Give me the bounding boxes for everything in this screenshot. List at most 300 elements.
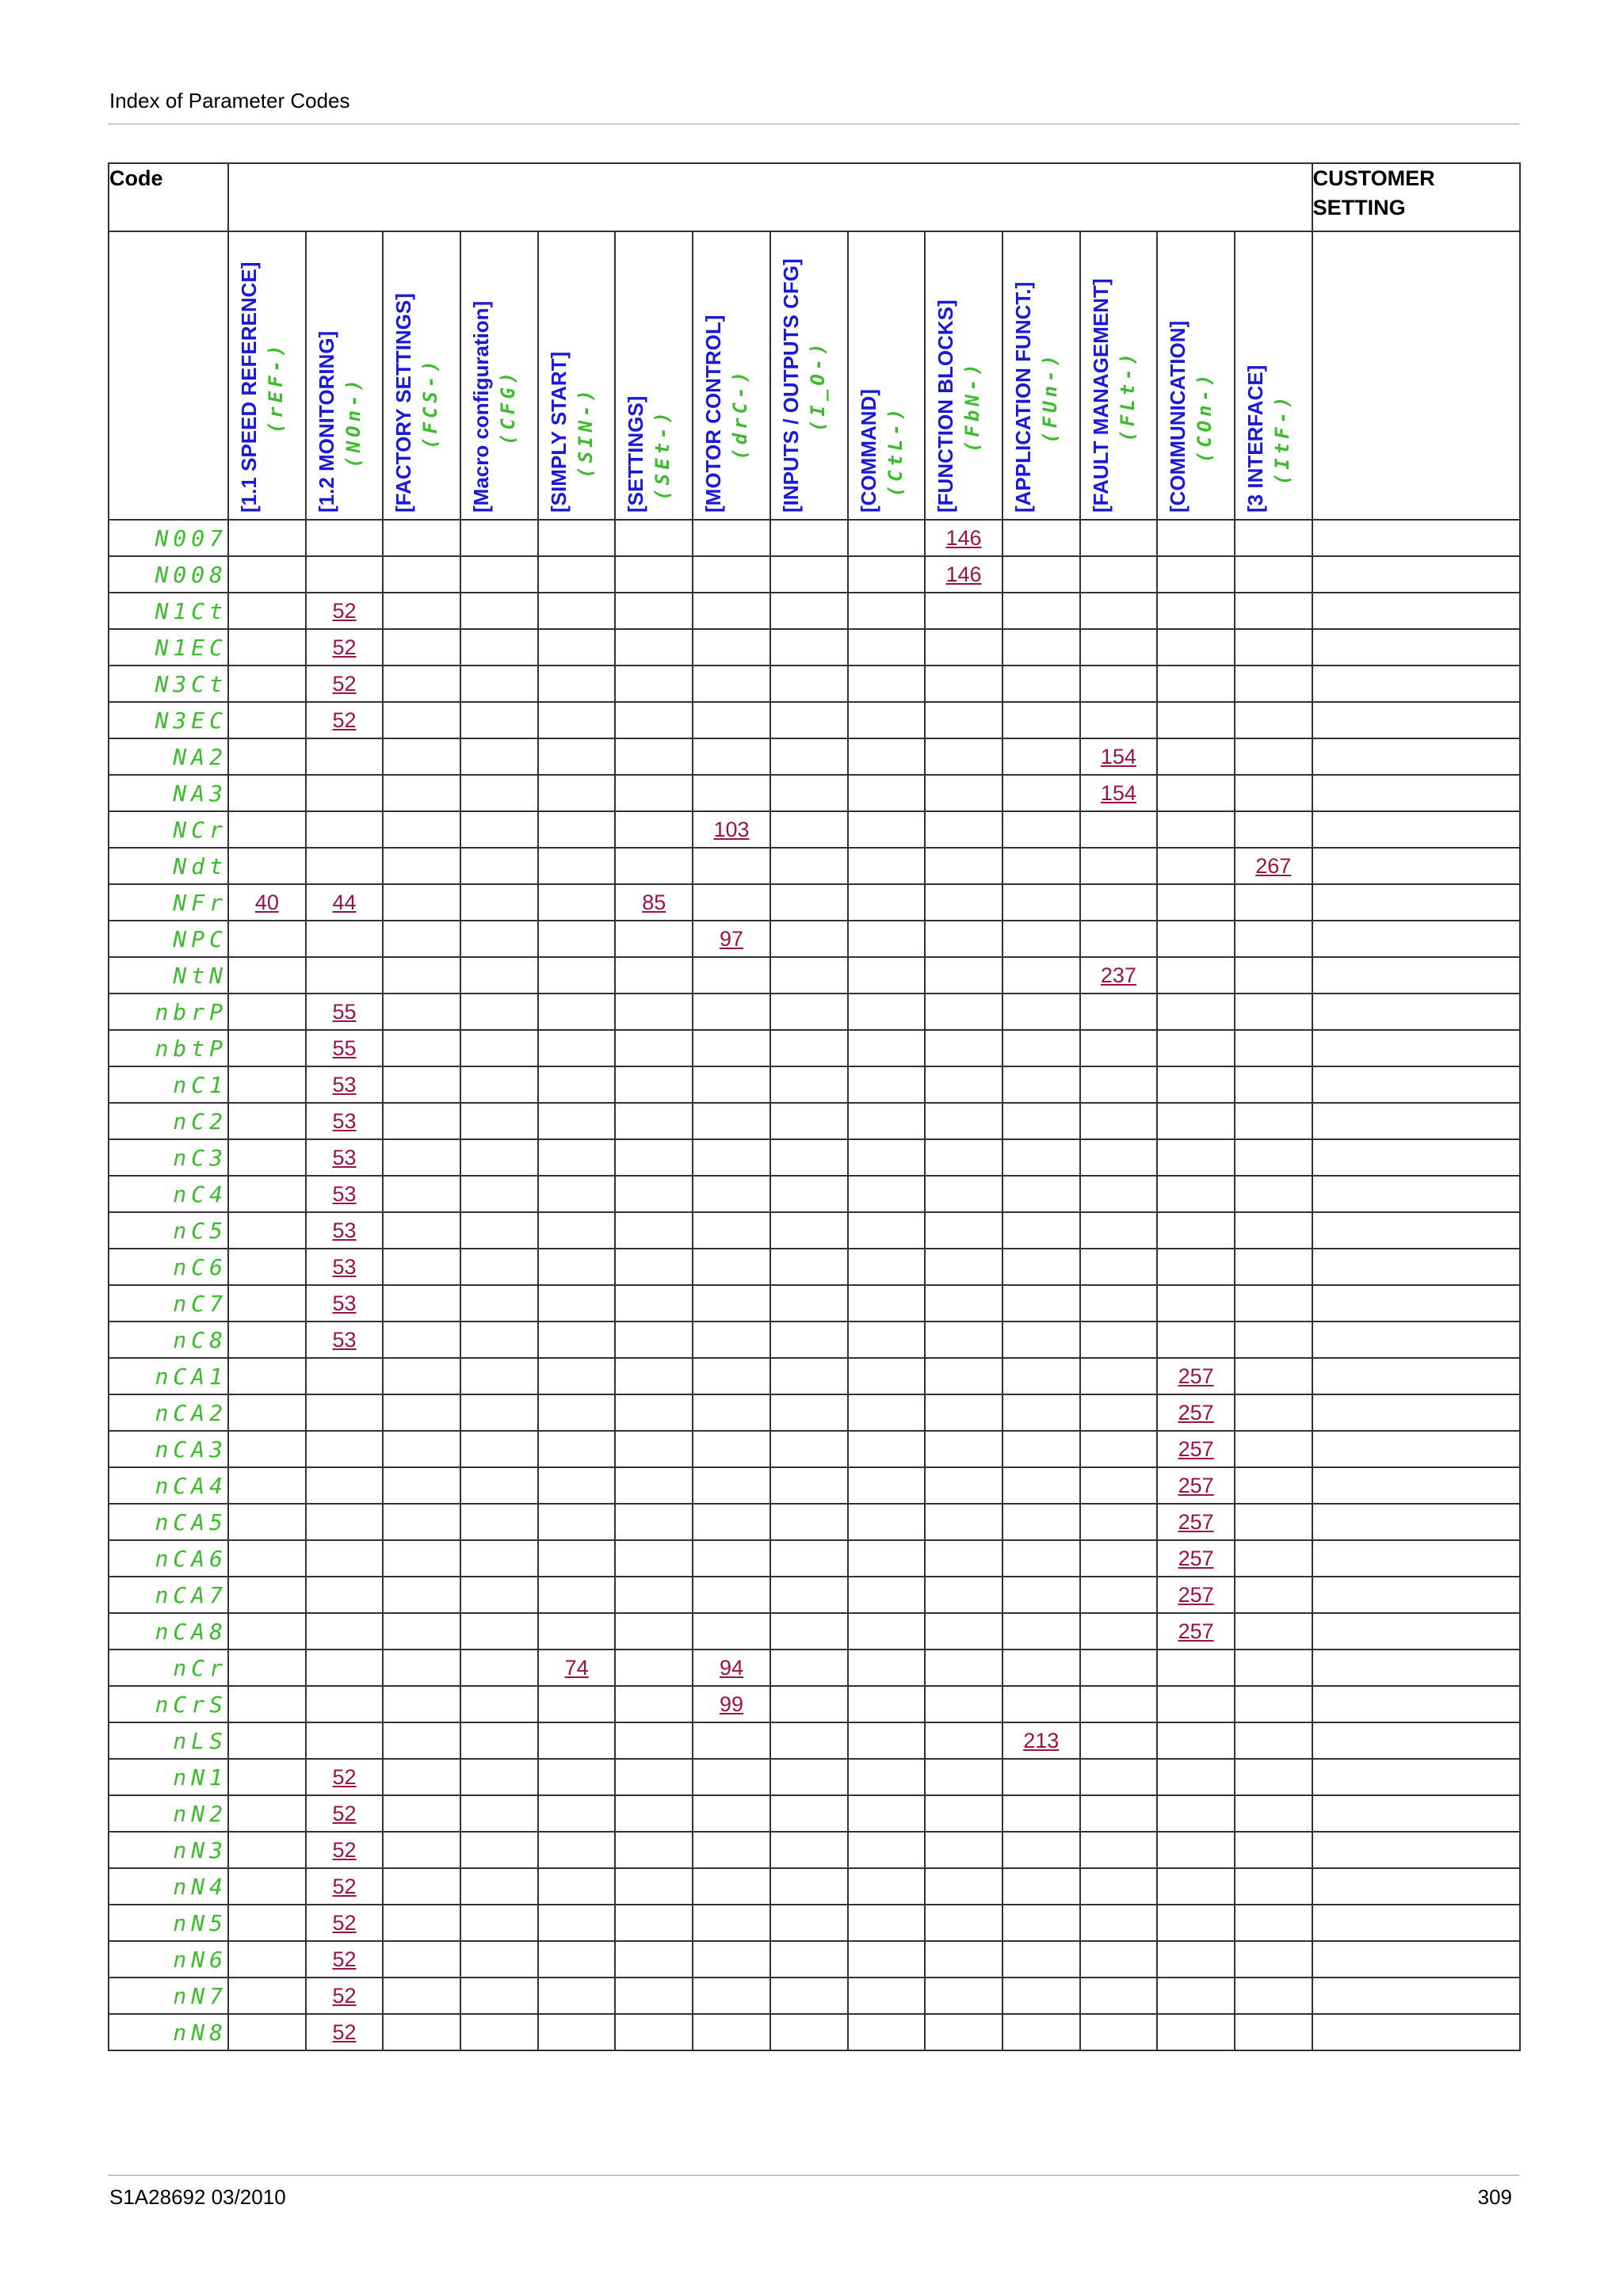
customer-setting-cell[interactable] <box>1312 1467 1520 1504</box>
page-cell <box>1080 1066 1158 1103</box>
customer-setting-cell[interactable] <box>1312 884 1520 921</box>
page-link[interactable]: 52 <box>332 1874 357 1898</box>
page-cell <box>1002 1467 1080 1504</box>
parameter-code: nN7 <box>109 1978 228 2014</box>
page-link[interactable]: 52 <box>332 1983 357 2008</box>
page-cell <box>383 1139 460 1176</box>
page-cell <box>693 702 770 738</box>
page-cell <box>693 666 770 702</box>
customer-setting-cell[interactable] <box>1312 1832 1520 1868</box>
parameter-code: N008 <box>109 556 228 593</box>
page-cell <box>615 702 693 738</box>
page-link[interactable]: 257 <box>1178 1400 1214 1425</box>
page-link[interactable]: 53 <box>332 1108 357 1133</box>
page-cell <box>460 593 538 629</box>
table-row <box>109 702 1520 738</box>
table-row <box>109 1722 1520 1759</box>
customer-setting-cell[interactable] <box>1312 1212 1520 1249</box>
customer-setting-cell[interactable] <box>1312 775 1520 811</box>
page-link[interactable]: 257 <box>1178 1363 1214 1388</box>
menu-column-header <box>228 231 306 520</box>
page-cell <box>848 884 926 921</box>
page-cell <box>1157 520 1235 556</box>
page-cell <box>306 1066 384 1103</box>
page-cell <box>228 1540 306 1577</box>
customer-setting-cell[interactable] <box>1312 1249 1520 1285</box>
page-cell <box>1080 1285 1158 1322</box>
page-cell <box>848 775 926 811</box>
customer-setting-cell[interactable] <box>1312 1358 1520 1394</box>
page-cell <box>615 1212 693 1249</box>
page-cell <box>1235 1722 1312 1759</box>
page-cell <box>615 994 693 1030</box>
table-row <box>109 957 1520 994</box>
menu-code: (drC-) <box>729 367 752 460</box>
page-cell <box>306 629 384 666</box>
page-cell <box>228 1322 306 1358</box>
page-cell <box>306 884 384 921</box>
page-cell <box>306 1322 384 1358</box>
page-cell <box>383 738 460 775</box>
customer-setting-cell[interactable] <box>1312 556 1520 593</box>
page-link[interactable]: 257 <box>1178 1582 1214 1607</box>
page-cell <box>1235 1650 1312 1686</box>
page-cell <box>848 1249 926 1285</box>
page-link[interactable]: 154 <box>1100 780 1136 805</box>
page-cell <box>848 1722 926 1759</box>
menu-name: [INPUTS / OUTPUTS CFG] <box>778 258 803 513</box>
page-cell <box>1080 1868 1158 1905</box>
page-cell <box>615 1941 693 1978</box>
page-link[interactable]: 52 <box>332 1801 357 1825</box>
parameter-code: NA2 <box>109 738 228 775</box>
page-cell <box>1157 1868 1235 1905</box>
customer-setting-cell[interactable] <box>1312 593 1520 629</box>
page-cell <box>228 520 306 556</box>
customer-setting-cell[interactable] <box>1312 1394 1520 1431</box>
page-cell <box>306 1759 384 1795</box>
page-link[interactable]: 74 <box>564 1655 589 1680</box>
customer-setting-cell[interactable] <box>1312 666 1520 702</box>
page-cell <box>1002 1322 1080 1358</box>
parameter-code: nC1 <box>109 1066 228 1103</box>
page-cell <box>228 1613 306 1650</box>
customer-setting-cell[interactable] <box>1312 702 1520 738</box>
page-cell <box>1157 1759 1235 1795</box>
page-cell <box>1002 1030 1080 1066</box>
page-cell <box>538 1358 616 1394</box>
parameter-code: nN1 <box>109 1759 228 1795</box>
menu-name: [3 INTERFACE] <box>1243 364 1267 513</box>
customer-setting-cell[interactable] <box>1312 1722 1520 1759</box>
page-link[interactable]: 146 <box>945 562 982 586</box>
customer-setting-cell[interactable] <box>1312 1030 1520 1066</box>
page-link[interactable]: 53 <box>332 1145 357 1169</box>
page-cell <box>460 1066 538 1103</box>
page-link[interactable]: 53 <box>332 1181 357 1206</box>
page-cell <box>1157 1431 1235 1467</box>
customer-setting-cell[interactable] <box>1312 1613 1520 1650</box>
menu-code: (SEt-) <box>651 407 674 501</box>
parameter-code: nLS <box>109 1722 228 1759</box>
menu-code: (rEF-) <box>265 341 287 434</box>
page-cell <box>228 1358 306 1394</box>
page-cell <box>848 1941 926 1978</box>
page-cell <box>1235 1941 1312 1978</box>
page-link[interactable]: 53 <box>332 1072 357 1097</box>
parameter-code: nC4 <box>109 1176 228 1212</box>
table-row <box>109 1577 1520 1613</box>
page-cell <box>1157 1066 1235 1103</box>
customer-setting-cell[interactable] <box>1312 1686 1520 1722</box>
page-cell <box>770 1941 848 1978</box>
page-cell <box>1080 1394 1158 1431</box>
page-cell <box>1157 738 1235 775</box>
page-cell <box>925 848 1002 884</box>
page-cell <box>770 1577 848 1613</box>
customer-setting-cell[interactable] <box>1312 1066 1520 1103</box>
page-link[interactable]: 257 <box>1178 1436 1214 1461</box>
page-link[interactable]: 85 <box>642 890 666 914</box>
page-link[interactable]: 97 <box>719 926 743 951</box>
customer-setting-cell[interactable] <box>1312 1504 1520 1540</box>
page-cell <box>538 1139 616 1176</box>
page-cell <box>228 1978 306 2014</box>
page-cell <box>228 1905 306 1941</box>
page-cell <box>383 666 460 702</box>
page-cell <box>925 921 1002 957</box>
page-cell <box>925 957 1002 994</box>
page-cell <box>848 520 926 556</box>
page-cell <box>848 811 926 848</box>
page-cell <box>848 629 926 666</box>
page-cell <box>1235 1103 1312 1139</box>
page-cell <box>848 1759 926 1795</box>
page-cell <box>538 1868 616 1905</box>
customer-setting-cell[interactable] <box>1312 1322 1520 1358</box>
menu-name: [SETTINGS] <box>624 395 648 513</box>
page-cell <box>1080 1431 1158 1467</box>
page-cell <box>1002 1212 1080 1249</box>
customer-setting-cell[interactable] <box>1312 1103 1520 1139</box>
customer-setting-cell[interactable] <box>1312 1905 1520 1941</box>
table-row <box>109 1905 1520 1941</box>
page-cell <box>460 775 538 811</box>
page-link[interactable]: 52 <box>332 671 357 696</box>
page-cell <box>1080 1905 1158 1941</box>
customer-setting-cell[interactable] <box>1312 1650 1520 1686</box>
page-cell <box>615 1249 693 1285</box>
page-cell <box>1080 1613 1158 1650</box>
page-cell <box>693 1249 770 1285</box>
page-link[interactable]: 55 <box>332 1035 357 1060</box>
page-cell <box>693 1285 770 1322</box>
table-row <box>109 1212 1520 1249</box>
page-cell <box>848 1285 926 1322</box>
page-cell <box>1157 1176 1235 1212</box>
page-cell <box>848 593 926 629</box>
page-cell <box>306 1978 384 2014</box>
page-link[interactable]: 257 <box>1178 1509 1214 1534</box>
page-cell <box>693 1868 770 1905</box>
page-cell <box>538 1504 616 1540</box>
page-cell <box>460 520 538 556</box>
page-link[interactable]: 53 <box>332 1254 357 1279</box>
customer-setting-cell[interactable] <box>1312 1285 1520 1322</box>
page-cell <box>306 1139 384 1176</box>
page-cell <box>460 1905 538 1941</box>
page-cell <box>1080 1686 1158 1722</box>
customer-setting-cell[interactable] <box>1312 957 1520 994</box>
page-cell <box>770 1650 848 1686</box>
page-cell <box>693 556 770 593</box>
page-cell <box>538 520 616 556</box>
page-cell <box>538 994 616 1030</box>
customer-setting-cell[interactable] <box>1312 738 1520 775</box>
page-cell <box>306 921 384 957</box>
page-cell <box>383 702 460 738</box>
page-cell <box>1080 1978 1158 2014</box>
parameter-code: nCA6 <box>109 1540 228 1577</box>
page-cell <box>770 994 848 1030</box>
page-cell <box>770 1905 848 1941</box>
page-cell <box>1080 1577 1158 1613</box>
table-row <box>109 1176 1520 1212</box>
page-cell <box>770 593 848 629</box>
page-cell <box>1002 1868 1080 1905</box>
page-cell <box>615 1759 693 1795</box>
customer-setting-cell[interactable] <box>1312 921 1520 957</box>
page-cell <box>228 1431 306 1467</box>
parameter-code: nCA2 <box>109 1394 228 1431</box>
page-link[interactable]: 154 <box>1100 744 1136 769</box>
customer-setting-cell[interactable] <box>1312 1759 1520 1795</box>
page-link[interactable]: 257 <box>1178 1546 1214 1570</box>
parameter-code: nC3 <box>109 1139 228 1176</box>
page-cell <box>538 1613 616 1650</box>
customer-setting-cell[interactable] <box>1312 848 1520 884</box>
page-cell <box>460 1249 538 1285</box>
page-cell <box>925 1832 1002 1868</box>
page-cell <box>1002 1176 1080 1212</box>
page-cell <box>770 1358 848 1394</box>
page-cell <box>1235 1322 1312 1358</box>
page-cell <box>770 702 848 738</box>
page-cell <box>925 1431 1002 1467</box>
page-cell <box>460 1139 538 1176</box>
page-link[interactable]: 53 <box>332 1218 357 1242</box>
page-cell <box>693 629 770 666</box>
page-link[interactable]: 257 <box>1178 1473 1214 1497</box>
page-cell <box>770 1030 848 1066</box>
page-cell <box>615 1322 693 1358</box>
page-cell <box>693 1066 770 1103</box>
page-cell <box>383 556 460 593</box>
page-cell <box>228 556 306 593</box>
menu-name: [SIMPLY START] <box>546 351 571 513</box>
customer-setting-cell[interactable] <box>1312 1139 1520 1176</box>
page-cell <box>306 1394 384 1431</box>
page-link[interactable]: 53 <box>332 1291 357 1315</box>
page-cell <box>1080 1212 1158 1249</box>
page-cell <box>383 1467 460 1504</box>
parameter-code: N3Ct <box>109 666 228 702</box>
customer-setting-cell[interactable] <box>1312 994 1520 1030</box>
page-cell <box>770 1686 848 1722</box>
page-cell <box>538 1249 616 1285</box>
page-cell <box>1002 1249 1080 1285</box>
page-link[interactable]: 103 <box>713 817 750 841</box>
page-cell <box>925 1650 1002 1686</box>
page-cell <box>1002 957 1080 994</box>
page-cell <box>306 1249 384 1285</box>
page-cell <box>693 2014 770 2050</box>
page-cell <box>228 593 306 629</box>
menu-name: [APPLICATION FUNCT.] <box>1010 281 1035 513</box>
page-cell <box>1080 957 1158 994</box>
page-cell <box>848 1467 926 1504</box>
page-cell <box>1157 1358 1235 1394</box>
page-cell <box>383 520 460 556</box>
page-cell <box>1080 1504 1158 1540</box>
menu-column-header <box>848 231 926 520</box>
page-link[interactable]: 257 <box>1178 1619 1214 1643</box>
page-cell <box>1157 1613 1235 1650</box>
page-cell <box>925 1322 1002 1358</box>
table-row <box>109 666 1520 702</box>
page-link[interactable]: 213 <box>1023 1728 1060 1753</box>
page-cell <box>1157 593 1235 629</box>
page-cell <box>1235 1540 1312 1577</box>
customer-setting-cell[interactable] <box>1312 1431 1520 1467</box>
page-cell <box>383 1905 460 1941</box>
page-cell <box>848 666 926 702</box>
parameter-code: N1EC <box>109 629 228 666</box>
page-cell <box>1157 1978 1235 2014</box>
page-cell <box>848 848 926 884</box>
page-cell <box>306 1868 384 1905</box>
page-link[interactable]: 146 <box>945 525 982 550</box>
table-row <box>109 994 1520 1030</box>
page-cell <box>1080 1759 1158 1795</box>
page-cell <box>848 1504 926 1540</box>
table-row <box>109 1613 1520 1650</box>
page-link[interactable]: 237 <box>1100 963 1136 987</box>
page-cell <box>538 666 616 702</box>
page-cell <box>615 1358 693 1394</box>
page-cell <box>1157 811 1235 848</box>
page-cell <box>770 1795 848 1832</box>
page-link[interactable]: 44 <box>332 890 357 914</box>
page-link[interactable]: 52 <box>332 1910 357 1935</box>
customer-setting-cell[interactable] <box>1312 1868 1520 1905</box>
page-link[interactable]: 267 <box>1255 853 1292 878</box>
customer-setting-cell[interactable] <box>1312 1540 1520 1577</box>
customer-setting-cell[interactable] <box>1312 811 1520 848</box>
parameter-code: nN2 <box>109 1795 228 1832</box>
page-link[interactable]: 52 <box>332 1764 357 1789</box>
customer-setting-cell[interactable] <box>1312 1795 1520 1832</box>
customer-setting-cell[interactable] <box>1312 1577 1520 1613</box>
page-cell <box>1235 1613 1312 1650</box>
customer-setting-cell[interactable] <box>1312 1978 1520 2014</box>
page-link[interactable]: 40 <box>254 890 279 914</box>
page-cell <box>460 1686 538 1722</box>
page-cell <box>228 921 306 957</box>
page-link[interactable]: 52 <box>332 1837 357 1862</box>
page-cell <box>538 848 616 884</box>
page-link[interactable]: 55 <box>332 999 357 1024</box>
page-cell <box>1235 1832 1312 1868</box>
page-cell <box>615 1431 693 1467</box>
page-cell <box>1235 848 1312 884</box>
page-cell <box>1235 1868 1312 1905</box>
customer-setting-cell[interactable] <box>1312 629 1520 666</box>
page-cell <box>848 1650 926 1686</box>
page-cell <box>306 1722 384 1759</box>
page-cell <box>460 666 538 702</box>
customer-setting-cell[interactable] <box>1312 1941 1520 1978</box>
page-cell <box>615 1905 693 1941</box>
page-link[interactable]: 99 <box>719 1691 743 1716</box>
table-row <box>109 848 1520 884</box>
page-cell <box>848 994 926 1030</box>
menu-column-header <box>383 231 460 520</box>
page-cell <box>1157 775 1235 811</box>
customer-setting-cell[interactable] <box>1312 520 1520 556</box>
customer-setting-cell[interactable] <box>1312 1176 1520 1212</box>
page-link[interactable]: 52 <box>332 598 357 623</box>
page-cell <box>228 1467 306 1504</box>
page-cell <box>693 1176 770 1212</box>
page-cell <box>1080 629 1158 666</box>
page-cell <box>383 1212 460 1249</box>
page-header-title: Index of Parameter Codes <box>109 89 350 113</box>
table-row <box>109 629 1520 666</box>
page-cell <box>1157 1139 1235 1176</box>
page-link[interactable]: 94 <box>719 1655 743 1680</box>
menu-code: (NOn-) <box>342 376 365 468</box>
page-cell <box>383 1978 460 2014</box>
page-link[interactable]: 52 <box>332 2019 357 2044</box>
page-cell <box>1235 593 1312 629</box>
page-cell <box>228 994 306 1030</box>
page-cell <box>615 1868 693 1905</box>
menu-columns-spacer <box>228 163 1312 231</box>
page-link[interactable]: 53 <box>332 1327 357 1352</box>
page-cell <box>1157 702 1235 738</box>
customer-setting-cell[interactable] <box>1312 2014 1520 2050</box>
page-cell <box>1235 957 1312 994</box>
page-cell <box>538 1322 616 1358</box>
parameter-index-table <box>108 162 1521 2051</box>
page-cell <box>306 1686 384 1722</box>
page-link[interactable]: 52 <box>332 707 357 732</box>
page-cell <box>538 1978 616 2014</box>
page-cell <box>228 1868 306 1905</box>
page-cell <box>615 1650 693 1686</box>
page-cell <box>615 1577 693 1613</box>
parameter-code: nCA5 <box>109 1504 228 1540</box>
page-cell <box>770 1176 848 1212</box>
page-cell <box>1157 1322 1235 1358</box>
page-cell <box>770 775 848 811</box>
page-cell <box>615 957 693 994</box>
page-cell <box>770 921 848 957</box>
page-link[interactable]: 52 <box>332 1947 357 1971</box>
page-link[interactable]: 52 <box>332 635 357 659</box>
page-cell <box>1080 1650 1158 1686</box>
